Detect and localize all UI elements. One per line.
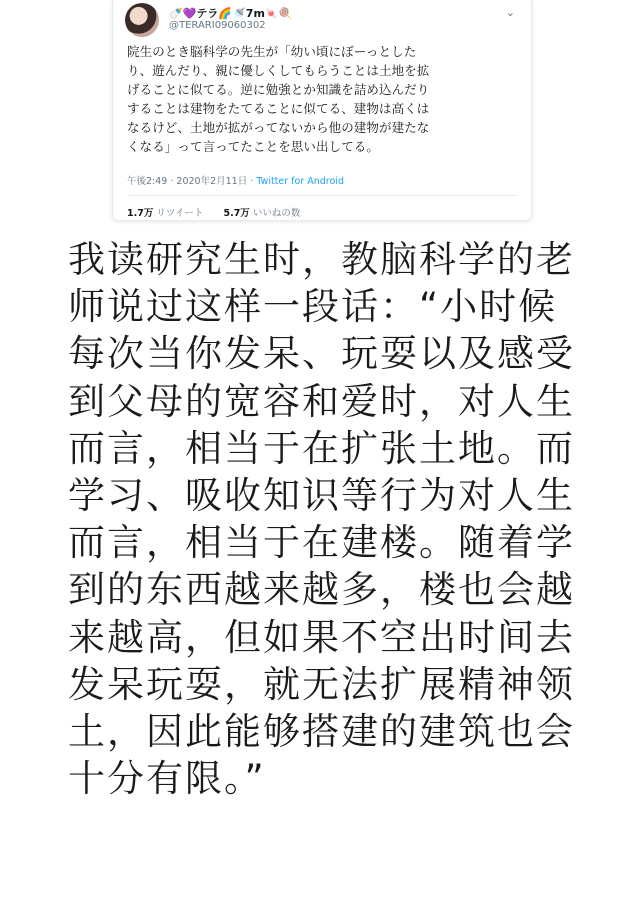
retweet-label: リツイート <box>156 208 204 219</box>
like-label: いいねの数 <box>252 208 301 219</box>
tweet-time[interactable]: 午後2:49 <box>127 176 168 187</box>
tweet-date[interactable]: 2020年2月11日 <box>176 176 248 187</box>
avatar[interactable] <box>125 3 159 37</box>
tweet-text: 院生のとき脳科学の先生が「幼い頃にぼーっとした り、遊んだり、親に優しくしてもらうことは土地を拡 げることに似てる。逆に勉強とか知識を詰め込んだり することは建物をたてることに似てる、建物は高くは なるけど、土地が拡がってないから他の建物が建たな くなる」って言ってたことを思い出してる。 <box>127 44 430 154</box>
tweet-stats <box>127 205 300 219</box>
display-name[interactable]: 🍼💜テラ🌈🚿7m🍬🍭 <box>169 7 293 20</box>
retweet-count: 1.7万 <box>127 208 154 219</box>
divider <box>127 195 517 196</box>
translation-text: 我读研究生时，教脑科学的老 师说过这样一段话：“小时候 每次当你发呆、玩耍以及感受 到父母的宽容和爱时，对人生 而言，相当于在扩张土地。而 学习、吸收知识等行为对人生 而言，相当于在建楼。随着学 到的东西越来越多，楼也会越 来越高，但如果不空出时间去 发呆玩耍，就无法扩展精神领 土，因此能够搭建的建筑也会 十分有限。” <box>68 238 575 801</box>
handle[interactable]: @TERARI09060302 <box>169 20 266 31</box>
retweet-stat[interactable] <box>127 208 203 219</box>
meta-separator: · <box>250 176 257 187</box>
meta-separator: · <box>170 176 177 187</box>
tweet-source-link[interactable]: Twitter for Android <box>256 176 344 187</box>
chevron-down-icon[interactable]: ⌄ <box>505 6 515 19</box>
tweet-card <box>112 0 532 221</box>
like-count: 5.7万 <box>223 208 250 219</box>
like-stat[interactable] <box>223 208 300 219</box>
tweet-meta <box>127 173 344 187</box>
